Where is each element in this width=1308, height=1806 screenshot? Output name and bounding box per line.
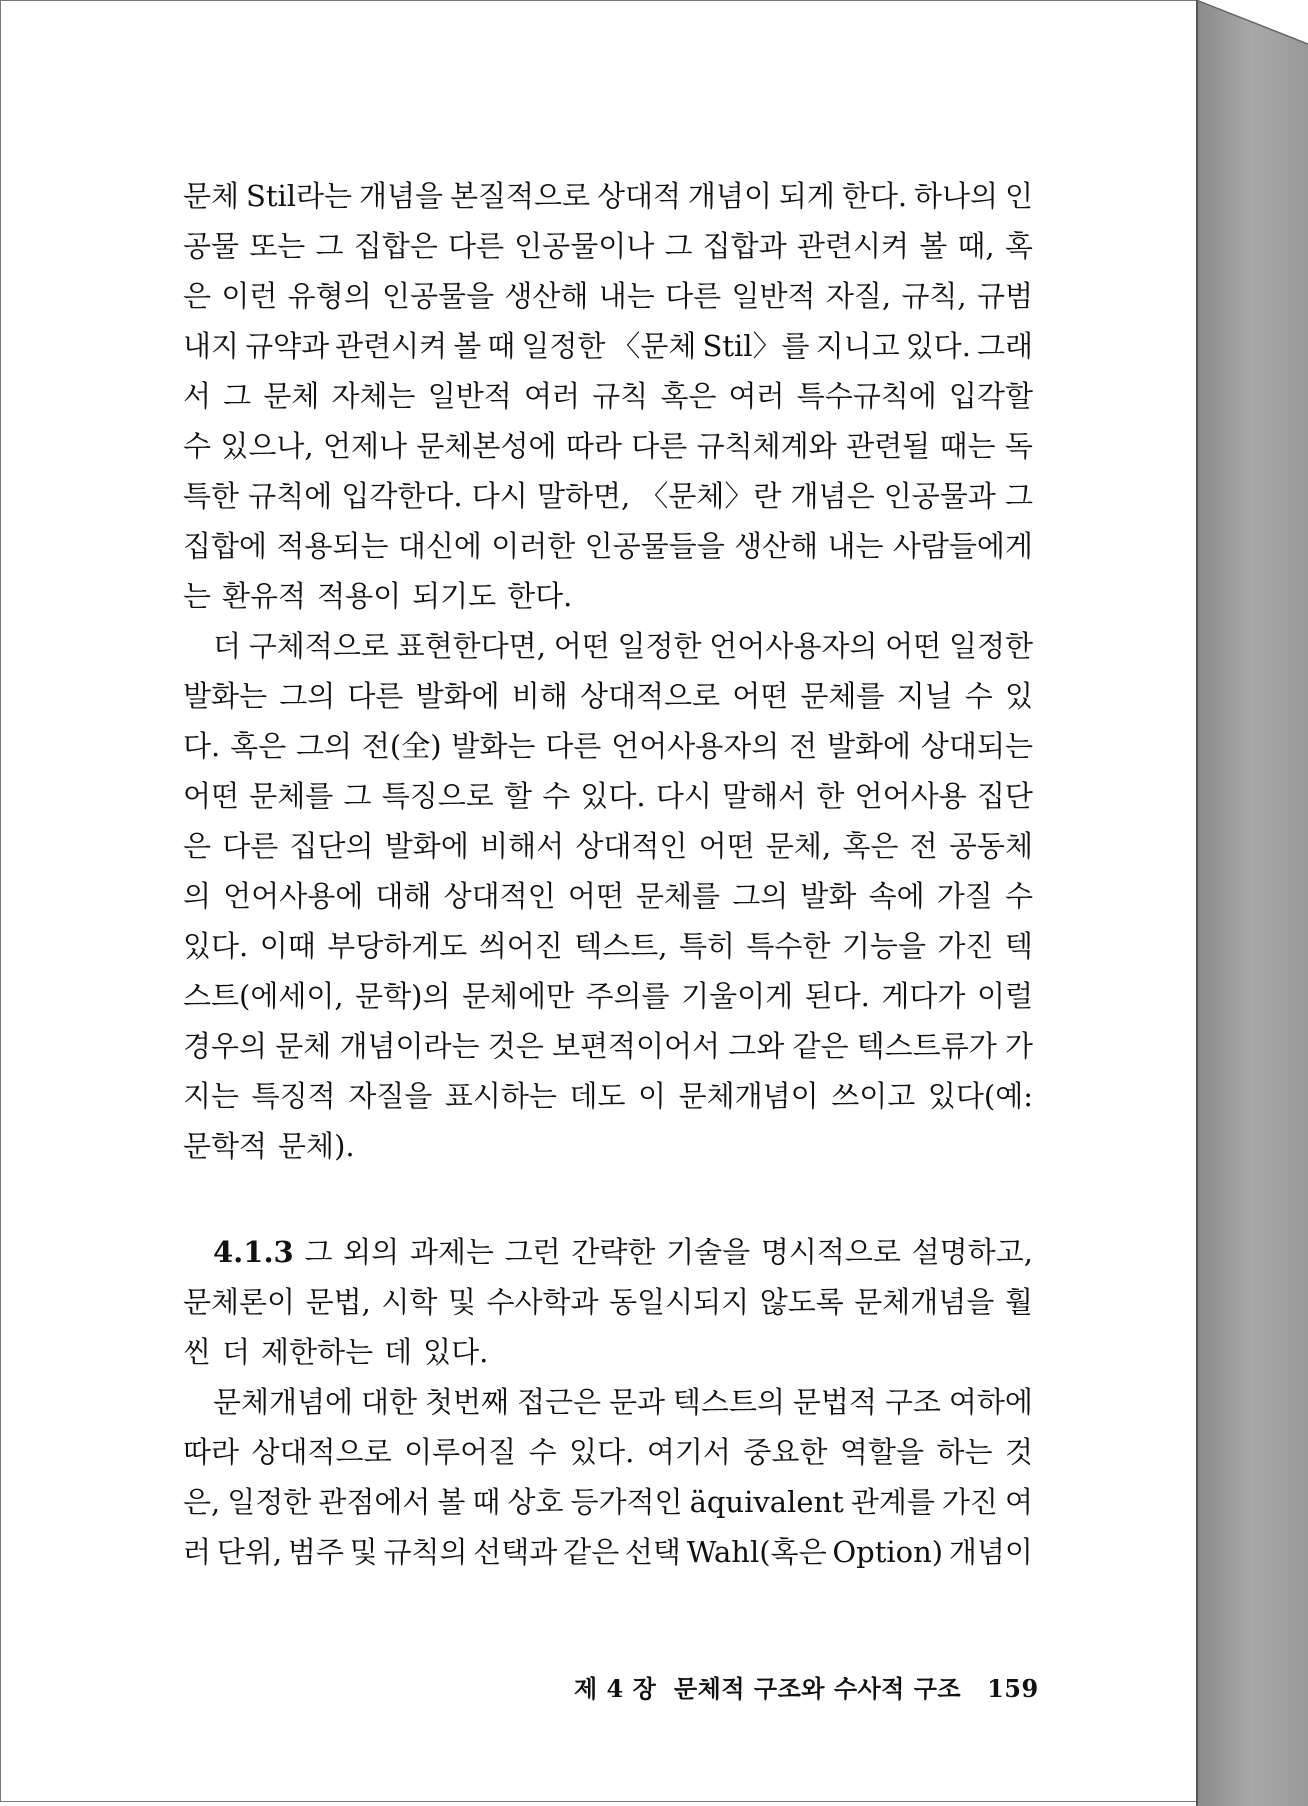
text-line: 특한 규칙에 입각한다. 다시 말하면, 〈문체〉란 개념은 인공물과 그 [183,479,1033,513]
text-line: 문체개념에 대한 첫번째 접근은 문과 텍스트의 문법적 구조 여하에 [213,1385,1033,1419]
text-line: 수 있으나, 언제나 문체본성에 따라 다른 규칙체계와 관련될 때는 독 [183,429,1033,463]
text-line: 은, 일정한 관점에서 볼 때 상호 등가적인 äquivalent 관계를 가진 여 [183,1485,1033,1519]
text-line: 스트(에세이, 문학)의 문체에만 주의를 기울이게 된다. 게다가 이럴 [183,979,1033,1013]
text-line: 집합에 적용되는 대신에 이러한 인공물들을 생산해 내는 사람들에게 [183,529,1033,563]
paragraph [183,171,1033,621]
text-line: 서 그 문체 자체는 일반적 여러 규칙 혹은 여러 특수규칙에 입각할 [183,379,1033,413]
paragraph [183,621,1033,1171]
text-line: 4.1.3 그 외의 과제는 그런 간략한 기술을 명시적으로 설명하고, [213,1235,1033,1269]
text-line: 문학적 문체). [183,1129,355,1163]
text-line: 내지 규약과 관련시켜 볼 때 일정한 〈문체 Stil〉를 지니고 있다. 그래 [183,329,1033,363]
text-line: 더 구체적으로 표현한다면, 어떤 일정한 언어사용자의 어떤 일정한 [213,629,1033,663]
page-number: 159 [987,1674,1039,1703]
footer-title: 문체적 구조와 수사적 구조 [674,1674,962,1703]
text-line: 는 환유적 적용이 되기도 한다. [183,579,573,613]
paragraph-section-4-1-3 [183,1227,1033,1377]
section-gap [183,1171,1033,1227]
page-body [183,171,1033,1577]
text-line: 공물 또는 그 집합은 다른 인공물이나 그 집합과 관련시켜 볼 때, 혹 [183,229,1033,263]
text-line: 있다. 이때 부당하게도 씌어진 텍스트, 특히 특수한 기능을 가진 텍 [183,929,1033,963]
footer-chapter: 제 4 장 [574,1674,657,1703]
text-line: 어떤 문체를 그 특징으로 할 수 있다. 다시 말해서 한 언어사용 집단 [183,779,1033,813]
text-line: 다. 혹은 그의 전(全) 발화는 다른 언어사용자의 전 발화에 상대되는 [183,729,1033,763]
text-line: 따라 상대적으로 이루어질 수 있다. 여기서 중요한 역할을 하는 것 [183,1435,1033,1469]
text-line: 문체 Stil라는 개념을 본질적으로 상대적 개념이 되게 한다. 하나의 인 [183,179,1033,213]
text-line: 의 언어사용에 대해 상대적인 어떤 문체를 그의 발화 속에 가질 수 [183,879,1033,913]
text-line: 발화는 그의 다른 발화에 비해 상대적으로 어떤 문체를 지닐 수 있 [183,679,1033,713]
text-line: 씬 더 제한하는 데 있다. [183,1335,489,1369]
running-footer [574,1669,1039,1704]
text-line: 러 단위, 범주 및 규칙의 선택과 같은 선택 Wahl(혹은 Option) 개념이 [183,1535,1033,1569]
text-line: 은 이런 유형의 인공물을 생산해 내는 다른 일반적 자질, 규칙, 규범 [183,279,1033,313]
text-line: 은 다른 집단의 발화에 비해서 상대적인 어떤 문체, 혹은 전 공동체 [183,829,1033,863]
text-line: 경우의 문체 개념이라는 것은 보편적이어서 그와 같은 텍스트류가 가 [183,1029,1033,1063]
paragraph [183,1377,1033,1577]
text-line: 문체론이 문법, 시학 및 수사학과 동일시되지 않도록 문체개념을 훨 [183,1285,1033,1319]
text-line: 지는 특징적 자질을 표시하는 데도 이 문체개념이 쓰이고 있다(예: [183,1079,1033,1113]
page-stack-edge [1196,0,1308,1806]
